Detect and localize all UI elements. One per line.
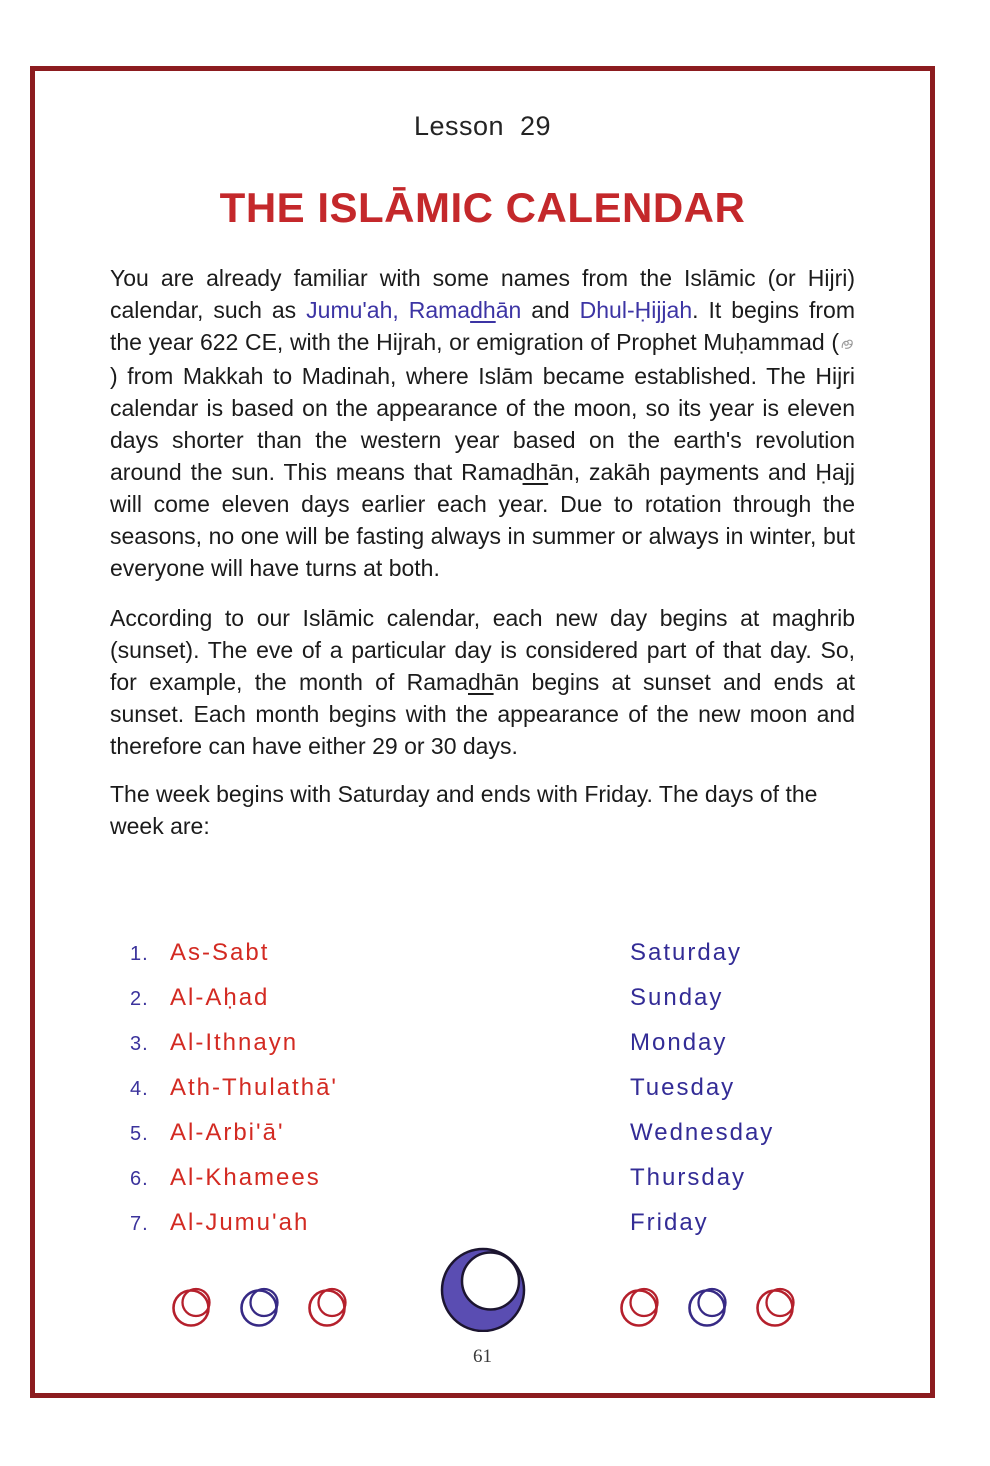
crescent-moon-icon: [238, 1284, 284, 1328]
day-name-english: Monday: [630, 1029, 728, 1056]
text-segment: You are already familiar with some names from the Islāmic (or Hijri) calendar, such as: [110, 265, 855, 323]
crescent-moon: [170, 1284, 216, 1333]
week-day-row: [130, 984, 855, 1029]
text-segment: Rama: [408, 297, 471, 323]
paragraph-day-begins: [110, 602, 855, 762]
week-day-row: [130, 1074, 855, 1119]
text-segment: ) from Makkah to Madinah, where Islām became established. The Hijri calendar is based on the appearance of the moon, so its year is eleven days shorter than the western year based on the earth's revolution around the sun. This means that Rama: [110, 363, 855, 485]
bottom-section: [110, 939, 855, 1368]
day-name-english: Friday: [630, 1209, 709, 1236]
week-day-row: [130, 1029, 855, 1074]
text-segment: dh: [522, 459, 549, 485]
text-segment: [399, 297, 409, 323]
left-crescent-group: [170, 1284, 352, 1333]
day-number: 7.: [130, 1213, 149, 1235]
day-name-english: Wednesday: [630, 1119, 775, 1146]
paragraph-intro: [110, 262, 855, 584]
day-number: 4.: [130, 1078, 149, 1100]
crescent-moon-icon: [686, 1284, 732, 1328]
honorific-glyph: [839, 336, 855, 352]
crescent-moon: [238, 1284, 284, 1333]
text-segment: The week begins with Saturday and ends with Friday. The days of the week are:: [110, 781, 818, 839]
day-name-arabic: As-Sabt: [170, 939, 270, 966]
text-segment: Dhul-Ḥijjah: [579, 297, 693, 323]
day-name-arabic: Ath-Thulathā': [170, 1074, 338, 1101]
day-name-english: Thursday: [630, 1164, 747, 1191]
day-number: 1.: [130, 943, 149, 965]
paragraph-week-intro: [110, 778, 855, 842]
sallallahu-alayhi-wasallam-icon: [839, 328, 855, 360]
crescent-moon-icon: [306, 1284, 352, 1328]
day-number: 5.: [130, 1123, 149, 1145]
crescent-moon: [618, 1284, 664, 1333]
text-segment: ān, zakāh payments and Ḥajj will come eleven days earlier each year. Due to rotation through the seasons, no one will be fasting always in summer or always in winter, but everyone will have turns at both.: [110, 459, 855, 581]
text-segment: dh: [468, 669, 494, 695]
page-content: [35, 111, 930, 842]
page-frame: [30, 66, 935, 1398]
crescent-moon-icon: [437, 1244, 529, 1332]
crescent-moon-icon: [754, 1284, 800, 1328]
week-day-row: [130, 1119, 855, 1164]
moon-decorations-row: [110, 1244, 855, 1336]
day-name-english: Saturday: [630, 939, 743, 966]
week-days-list: [130, 939, 855, 1254]
text-segment: ān: [495, 297, 522, 323]
text-segment: . It begins from the year 622 CE, with the Hijrah, or emigration of Prophet Muḥammad (: [110, 297, 856, 355]
page-number: 61: [473, 1346, 492, 1367]
day-name-arabic: Al-Aḥad: [170, 984, 270, 1011]
day-number: 6.: [130, 1168, 149, 1190]
day-name-arabic: Al-Jumu'ah: [170, 1209, 310, 1236]
day-name-english: Sunday: [630, 984, 724, 1011]
lesson-label: Lesson 29: [413, 111, 552, 141]
right-crescent-group: [618, 1284, 800, 1333]
text-segment: According to our Islāmic calendar, each new day begins at maghrib (sunset). The eve of a particular day is considered part of that day. So, for example, the month of Rama: [110, 605, 855, 695]
day-number: 3.: [130, 1033, 149, 1055]
day-number: 2.: [130, 988, 149, 1010]
crescent-moon: [306, 1284, 352, 1333]
day-name-arabic: Al-Khamees: [170, 1164, 321, 1191]
day-name-english: Tuesday: [630, 1074, 736, 1101]
week-day-row: [130, 1164, 855, 1209]
crescent-moon-icon: [170, 1284, 216, 1328]
crescent-moon-icon: [618, 1284, 664, 1328]
day-name-arabic: Al-Ithnayn: [170, 1029, 299, 1056]
text-segment: ān begins at sunset and ends at sunset. Each month begins with the appearance of the new moon and therefore can have either 29 or 30 days.: [110, 669, 855, 759]
day-name-arabic: Al-Arbi'ā': [170, 1119, 285, 1146]
center-crescent: [437, 1244, 529, 1337]
text-segment: dh: [470, 297, 496, 323]
text-segment: and: [521, 297, 580, 323]
week-day-row: [130, 939, 855, 984]
page-title: THE ISLĀMIC CALENDAR: [219, 184, 746, 231]
crescent-moon: [754, 1284, 800, 1333]
text-segment: Jumu'ah,: [306, 297, 399, 323]
crescent-moon: [686, 1284, 732, 1333]
